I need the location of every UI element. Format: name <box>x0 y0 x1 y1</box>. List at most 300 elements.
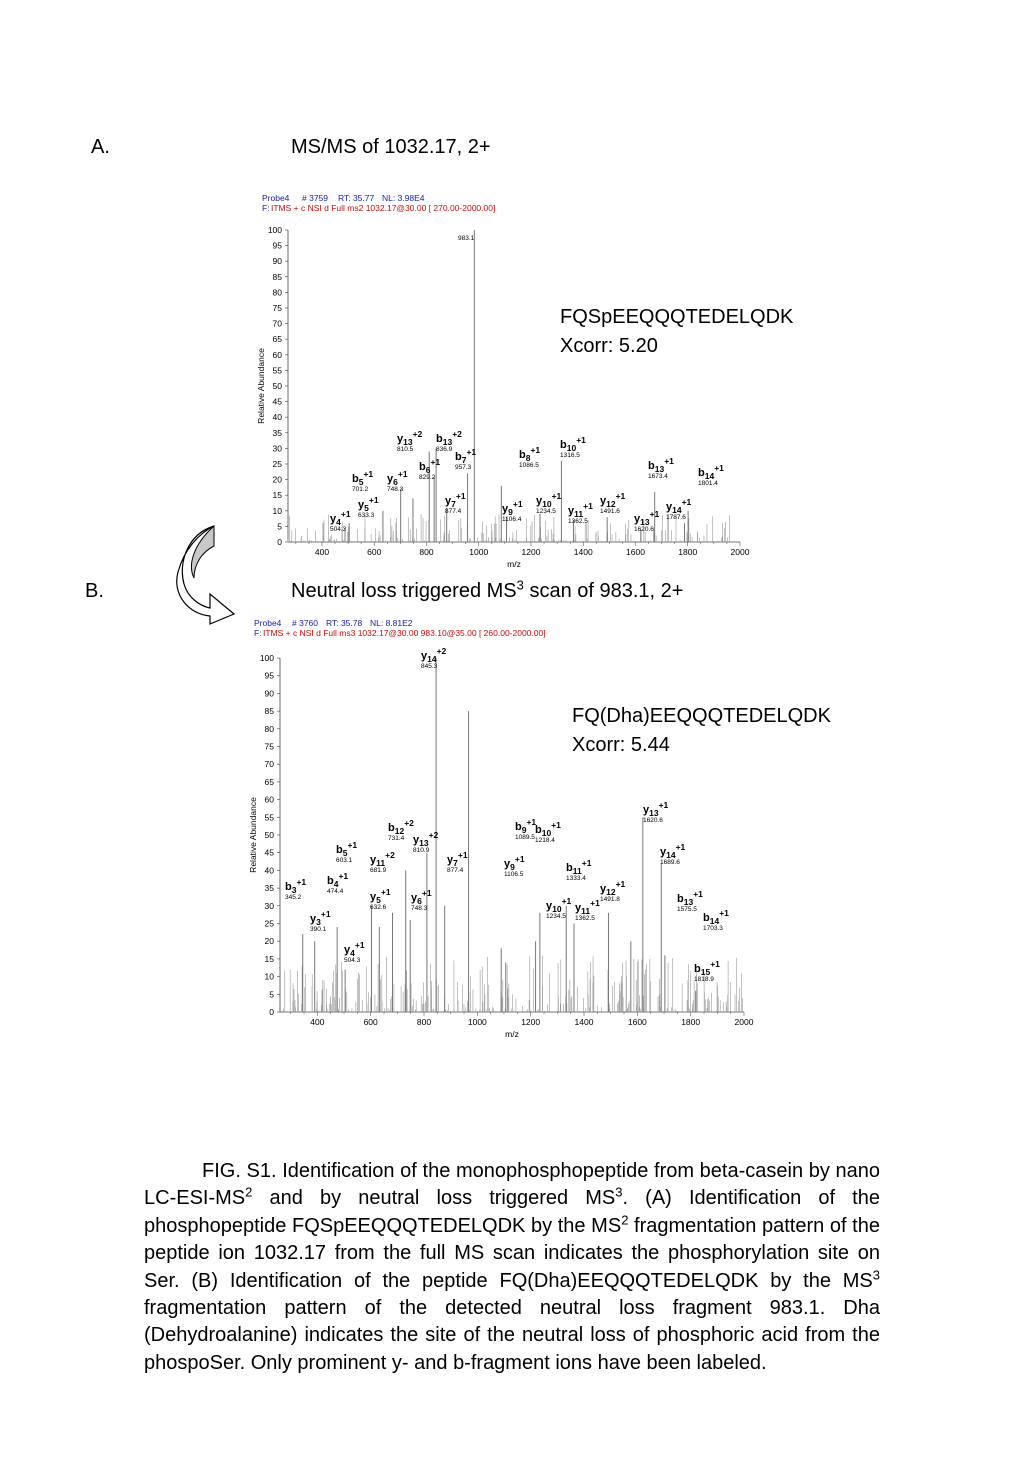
peak-mz-label: 748.3 <box>387 486 404 493</box>
ion-letter: y <box>666 501 673 513</box>
ion-letter: y <box>413 834 420 846</box>
peak-mz-label: 1086.5 <box>519 462 539 469</box>
peptide-a-sequence: FQSpEEQQQTEDELQDK <box>560 306 794 328</box>
peak-mz-label: 474.4 <box>327 888 344 895</box>
ion-letter: b <box>388 822 395 834</box>
y-tick-label: 90 <box>272 256 282 267</box>
ion-letter: y <box>397 433 404 445</box>
ion-label <box>397 429 423 447</box>
ion-label <box>370 887 391 905</box>
ion-charge: +1 <box>590 898 600 908</box>
ion-number: 7 <box>453 858 458 868</box>
ion-letter: y <box>310 913 317 925</box>
ion-charge: +1 <box>719 908 729 918</box>
peak-mz-label: 1491.8 <box>600 896 620 903</box>
ion-charge: +1 <box>363 469 374 479</box>
ion-charge: +1 <box>397 469 408 479</box>
y-tick-label: 60 <box>264 794 274 805</box>
y-tick-label: 80 <box>264 723 274 734</box>
y-tick-label: 35 <box>272 427 282 438</box>
peak-mz-label: 877.4 <box>445 508 462 515</box>
ion-label <box>504 854 525 872</box>
peak-mz-label: 877.4 <box>447 867 464 874</box>
ion-letter: b <box>677 893 684 905</box>
ion-number: 14 <box>427 654 437 664</box>
peak-mz-label: 1089.5 <box>515 834 535 841</box>
ion-number: 12 <box>606 499 616 509</box>
ion-charge: +1 <box>530 445 541 455</box>
y-tick-label: 10 <box>264 971 274 982</box>
y-tick-label: 5 <box>269 989 274 1000</box>
ion-letter: b <box>285 881 292 893</box>
ion-letter: b <box>336 844 343 856</box>
ion-letter: y <box>600 883 607 895</box>
ion-letter: b <box>419 461 426 473</box>
header-b-filter: ITMS + c NSI d Full ms3 1032.17@30.00 983.10@35.00 [ 260.00-2000.00] <box>263 628 546 638</box>
y-tick-label: 55 <box>264 812 274 823</box>
peptide-b-sequence: FQ(Dha)EEQQQTEDELQDK <box>572 705 831 727</box>
y-tick-label: 25 <box>264 918 274 929</box>
header-a-prefix: F: <box>262 203 270 213</box>
ion-charge: +1 <box>368 495 379 505</box>
ion-charge: +2 <box>385 850 395 860</box>
ion-charge: +1 <box>466 447 477 457</box>
caption-sup-2: 3 <box>615 1184 623 1200</box>
caption-sup-3: 2 <box>621 1212 629 1228</box>
ion-charge: +1 <box>340 509 351 519</box>
ion-number: 6 <box>425 465 431 475</box>
peak-mz-label: 1801.4 <box>698 480 718 487</box>
x-tick-label: 400 <box>310 1017 325 1027</box>
peak-mz-label: 1316.5 <box>560 452 580 459</box>
peak-mz-label: 345.2 <box>285 894 302 901</box>
peptide-a <box>560 303 793 361</box>
peak-mz-label: 1703.3 <box>703 925 723 932</box>
ion-letter: y <box>536 495 543 507</box>
ion-charge: +1 <box>512 499 523 509</box>
x-tick-label: 600 <box>367 547 382 557</box>
panel-a-title: MS/MS of 1032.17, 2+ <box>291 136 491 158</box>
ion-label <box>419 457 440 475</box>
ion-number: 11 <box>376 858 386 868</box>
x-tick-label: 1400 <box>573 547 593 557</box>
x-tick-label: 1800 <box>681 1017 701 1027</box>
ion-letter: b <box>352 473 359 485</box>
ion-letter: y <box>370 891 377 903</box>
ion-label <box>421 646 447 664</box>
ion-charge: +1 <box>576 435 586 445</box>
ion-charge: +1 <box>354 940 365 950</box>
ion-number: 12 <box>606 887 616 897</box>
ion-letter: y <box>358 499 365 511</box>
ion-letter: y <box>502 503 509 515</box>
ion-label <box>330 509 351 527</box>
ion-number: 4 <box>350 948 355 958</box>
ion-number: 5 <box>342 848 348 858</box>
ion-letter: y <box>568 505 575 517</box>
panel-b-title-pre: Neutral loss triggered MS <box>291 580 517 602</box>
ion-number: 5 <box>358 477 364 487</box>
ion-number: 9 <box>510 862 515 872</box>
y-axis-label: Relative Abundance <box>256 348 266 424</box>
caption-part-3: . (A) Identification of the phosphopeptide FQSpEEQQQTEDELQDK by the MS <box>144 1187 880 1237</box>
ion-letter: b <box>535 824 542 836</box>
ion-number: 10 <box>542 499 552 509</box>
ion-label <box>455 447 476 465</box>
ion-letter: b <box>566 862 573 874</box>
peptide-b <box>572 702 831 760</box>
ion-number: 6 <box>417 896 422 906</box>
ion-number: 9 <box>521 825 527 835</box>
ion-charge: +1 <box>526 817 537 827</box>
ion-charge: +1 <box>581 858 592 868</box>
peak-mz-label: 1362.5 <box>575 915 595 922</box>
y-axis-label: Relative Abundance <box>248 797 258 873</box>
ion-label <box>515 817 536 835</box>
peak-mz-label: 633.3 <box>358 512 375 519</box>
ion-label <box>698 463 724 481</box>
x-tick-label: 1800 <box>678 547 698 557</box>
ion-label <box>327 871 348 889</box>
ion-label <box>535 820 561 838</box>
peak-mz-label: 829.2 <box>419 474 436 481</box>
ion-label <box>411 888 432 906</box>
ion-label <box>285 877 306 895</box>
peak-mz-label: 810.9 <box>413 847 430 854</box>
ion-letter: y <box>447 854 454 866</box>
ion-letter: b <box>519 449 526 461</box>
y-tick-label: 15 <box>272 490 282 501</box>
header-b-rt: RT: 35.78 <box>326 618 363 628</box>
ion-label <box>566 858 592 876</box>
ion-charge: +1 <box>338 871 349 881</box>
peak-mz-label: 504.3 <box>344 957 361 964</box>
ion-charge: +2 <box>412 429 423 439</box>
y-tick-label: 100 <box>259 653 274 663</box>
peak-mz-label: 504.3 <box>330 526 347 533</box>
ion-charge: +2 <box>428 830 439 840</box>
spectrum-a <box>240 190 760 570</box>
ion-number: 13 <box>442 437 453 447</box>
ion-charge: +1 <box>583 501 593 511</box>
ion-label <box>387 469 408 487</box>
peak-mz-label: 701.2 <box>352 486 369 493</box>
ion-number: 15 <box>700 967 711 977</box>
ion-label <box>445 491 466 509</box>
x-tick-label: 800 <box>419 547 434 557</box>
ion-charge: +1 <box>380 887 391 897</box>
x-tick-label: 2000 <box>734 1017 754 1027</box>
ion-letter: b <box>436 433 443 445</box>
ion-number: 13 <box>403 437 413 447</box>
peak-mz-label: 1218.4 <box>535 837 555 844</box>
ion-letter: y <box>445 495 452 507</box>
ion-number: 7 <box>461 455 467 465</box>
labels-b <box>285 646 729 983</box>
ion-letter: y <box>634 513 641 525</box>
ion-letter: y <box>411 892 418 904</box>
ion-number: 5 <box>364 503 369 513</box>
y-tick-label: 0 <box>277 537 282 547</box>
peak-mz-label: 1106.5 <box>504 871 524 878</box>
ion-label <box>703 908 729 926</box>
ion-label <box>344 940 365 958</box>
ion-charge: +1 <box>320 909 331 919</box>
y-tick-label: 40 <box>272 412 282 423</box>
peak-mz-label: 810.5 <box>397 446 414 453</box>
peak-mz-label: 1673.4 <box>648 473 668 480</box>
y-tick-label: 65 <box>264 776 274 787</box>
spectrum-b <box>230 615 770 1045</box>
header-b-nl: NL: 8.81E2 <box>370 618 413 628</box>
ion-number: 14 <box>672 505 682 515</box>
peak-mz-label: 1234.5 <box>546 913 566 920</box>
ion-charge: +1 <box>681 497 692 507</box>
ion-charge: +1 <box>710 959 720 969</box>
ion-letter: b <box>455 451 462 463</box>
ion-number: 9 <box>508 507 513 517</box>
peak-mz-label: 957.3 <box>455 464 472 471</box>
x-tick-label: 1200 <box>521 547 541 557</box>
ion-charge: +1 <box>514 854 525 864</box>
ion-number: 4 <box>333 879 339 889</box>
peak-mz-label: 1333.4 <box>566 875 586 882</box>
caption-sup-1: 2 <box>245 1184 253 1200</box>
peak-mz-label: 1234.5 <box>536 508 556 515</box>
ion-charge: +1 <box>664 456 674 466</box>
ion-charge: +1 <box>430 457 441 467</box>
peak-mz-label: 1620.6 <box>643 817 663 824</box>
y-tick-label: 0 <box>269 1007 274 1017</box>
y-tick-label: 85 <box>272 271 282 282</box>
y-tick-label: 90 <box>264 688 274 699</box>
ion-letter: y <box>660 846 667 858</box>
peak-mz-label: 632.6 <box>370 904 387 911</box>
ion-label <box>600 879 626 897</box>
ion-charge: +1 <box>551 820 561 830</box>
ion-label <box>519 445 540 463</box>
ion-charge: +1 <box>561 896 572 906</box>
peak-mz-label: 1818.9 <box>694 976 714 983</box>
y-tick-label: 75 <box>264 741 274 752</box>
ion-letter: y <box>330 513 337 525</box>
ion-charge: +1 <box>296 877 307 887</box>
ion-number: 11 <box>581 906 591 916</box>
peak-mz-label: 681.9 <box>370 867 387 874</box>
header-a-rt: RT: 35.77 <box>338 193 375 203</box>
ion-label <box>502 499 523 517</box>
ion-number: 10 <box>541 828 552 838</box>
peak-mz-label: 748.3 <box>411 905 428 912</box>
ion-label <box>388 818 414 836</box>
ion-letter: y <box>546 900 553 912</box>
ion-number: 13 <box>649 808 659 818</box>
x-axis-label: m/z <box>507 559 521 569</box>
y-tick-label: 25 <box>272 459 282 469</box>
y-tick-label: 50 <box>264 830 274 840</box>
x-tick-label: 1600 <box>626 547 645 557</box>
y-tick-label: 15 <box>264 953 274 964</box>
ion-number: 7 <box>451 499 456 509</box>
caption-part-4: fragmentation pattern of the peptide ion 1032.17 from the full MS scan indicates the phosphorylation site on Ser. (B) Identification of the peptide FQ(Dha)EEQQQTEDELQDK by the MS <box>144 1214 880 1292</box>
x-tick-label: 800 <box>416 1017 432 1027</box>
ion-label <box>358 495 379 513</box>
ion-label <box>560 435 586 453</box>
ion-number: 13 <box>640 517 650 527</box>
ion-charge: +1 <box>714 463 724 473</box>
ion-number: 13 <box>654 464 665 474</box>
header-a-nl: NL: 3.98E4 <box>382 193 425 203</box>
ion-letter: y <box>643 804 650 816</box>
y-tick-label: 75 <box>272 303 282 313</box>
peak-mz-label: 390.1 <box>310 926 327 933</box>
y-tick-label: 65 <box>272 334 282 345</box>
ion-label <box>336 840 357 858</box>
ion-label <box>648 456 674 474</box>
ion-label <box>352 469 373 487</box>
peak-mz-label: 1575.5 <box>677 906 697 913</box>
header-a-scan: # 3759 <box>302 193 328 203</box>
ion-letter: y <box>600 495 607 507</box>
ion-label <box>413 830 439 848</box>
peptide-a-xcorr: Xcorr: 5.20 <box>560 335 658 357</box>
ion-number: 11 <box>572 866 582 876</box>
peak-mz-label: 836.9 <box>436 446 453 453</box>
ion-label <box>546 896 572 914</box>
y-tick-label: 45 <box>264 847 274 858</box>
x-axis-label: m/z <box>505 1029 519 1039</box>
panel-a-label: A. <box>91 136 110 158</box>
ion-label <box>660 842 686 860</box>
ion-charge: +1 <box>455 491 466 501</box>
ion-number: 14 <box>666 850 676 860</box>
ion-charge: +2 <box>436 646 447 656</box>
y-tick-label: 70 <box>264 759 274 770</box>
ion-label <box>436 429 462 447</box>
y-tick-label: 30 <box>272 443 282 454</box>
x-tick-label: 1600 <box>627 1017 647 1027</box>
y-tick-label: 95 <box>272 240 282 251</box>
ion-letter: y <box>575 902 582 914</box>
peak-mz-label: 1106.4 <box>502 516 522 523</box>
y-tick-label: 20 <box>264 936 274 947</box>
header-b-probe: Probe4 <box>254 618 282 628</box>
peak-mz-label: 1362.5 <box>568 518 588 525</box>
ion-charge: +1 <box>615 879 626 889</box>
labels-a <box>330 235 724 533</box>
caption-part-1: FIG. S1. Identification of the monophosphopeptide from beta-casein by nano LC-ESI-MS <box>144 1160 880 1210</box>
ion-number: 3 <box>291 885 297 895</box>
header-a-probe: Probe4 <box>262 193 290 203</box>
ion-number: 8 <box>525 453 531 463</box>
peak-mz-label: 603.1 <box>336 857 353 864</box>
ion-letter: b <box>648 460 655 472</box>
header-a-filter: ITMS + c NSI d Full ms2 1032.17@30.00 [ 270.00-2000.00] <box>271 203 496 213</box>
ion-charge: +1 <box>675 842 686 852</box>
caption-sup-4: 3 <box>872 1266 880 1282</box>
panel-b-label: B. <box>85 580 104 602</box>
ion-charge: +1 <box>693 889 703 899</box>
x-tick-label: 400 <box>314 547 330 557</box>
ion-label <box>600 491 626 509</box>
peak-mz-label: 731.4 <box>388 835 405 842</box>
ion-label <box>643 800 669 818</box>
ion-charge: +1 <box>551 491 562 501</box>
ion-letter: b <box>327 875 334 887</box>
ion-letter: y <box>370 854 377 866</box>
ion-letter: b <box>515 821 522 833</box>
header-b-prefix: F: <box>254 628 262 638</box>
x-tick-label: 1200 <box>521 1017 541 1027</box>
peak-mz-label: 983.1 <box>458 235 475 242</box>
ion-number: 13 <box>419 838 429 848</box>
panel-b-title <box>291 577 684 603</box>
y-tick-label: 20 <box>272 474 282 485</box>
panel-b-title-post: scan of 983.1, 2+ <box>523 580 684 602</box>
ion-number: 14 <box>709 916 720 926</box>
y-tick-label: 50 <box>272 381 282 391</box>
ion-number: 5 <box>376 895 381 905</box>
ion-number: 12 <box>394 826 405 836</box>
figure-caption <box>144 1158 880 1377</box>
ion-label <box>694 959 720 977</box>
peak-mz-label: 1689.6 <box>660 859 680 866</box>
x-tick-label: 1000 <box>467 1017 487 1027</box>
ion-charge: +2 <box>404 818 414 828</box>
ion-label <box>575 898 600 916</box>
peak-mz-label: 845.3 <box>421 663 438 670</box>
ion-letter: b <box>694 963 701 975</box>
ion-label <box>447 850 468 868</box>
ion-letter: b <box>703 912 710 924</box>
y-tick-label: 35 <box>264 883 274 894</box>
y-tick-label: 100 <box>267 225 282 235</box>
ion-label <box>536 491 562 509</box>
ion-charge: +1 <box>421 888 432 898</box>
y-tick-label: 55 <box>272 365 282 376</box>
ion-letter: y <box>504 858 511 870</box>
ion-charge: +1 <box>658 800 669 810</box>
ion-letter: b <box>698 467 705 479</box>
caption-part-2: and by neutral loss triggered MS <box>252 1187 616 1210</box>
x-tick-label: 600 <box>363 1017 378 1027</box>
ion-letter: b <box>560 439 567 451</box>
ion-label <box>677 889 703 907</box>
x-tick-label: 1400 <box>574 1017 594 1027</box>
peak-mz-label: 1620.6 <box>634 526 654 533</box>
ion-number: 14 <box>704 471 715 481</box>
peak-mz-label: 1787.6 <box>666 514 686 521</box>
ion-number: 3 <box>316 917 321 927</box>
y-tick-label: 5 <box>277 521 282 532</box>
curved-arrow-icon <box>176 522 242 626</box>
panel-b-title-sup: 3 <box>516 577 524 593</box>
peptide-b-xcorr: Xcorr: 5.44 <box>572 734 670 756</box>
y-tick-label: 60 <box>272 349 282 360</box>
ion-letter: y <box>344 944 351 956</box>
peaks-a <box>288 230 736 542</box>
ion-number: 10 <box>552 904 562 914</box>
ion-charge: +1 <box>457 850 468 860</box>
ion-number: 11 <box>574 509 584 519</box>
x-tick-label: 1000 <box>469 547 489 557</box>
y-tick-label: 30 <box>264 900 274 911</box>
ion-charge: +1 <box>649 509 660 519</box>
y-tick-label: 95 <box>264 670 274 681</box>
ion-number: 6 <box>393 477 398 487</box>
x-tick-label: 2000 <box>730 547 750 557</box>
ion-letter: y <box>387 473 394 485</box>
